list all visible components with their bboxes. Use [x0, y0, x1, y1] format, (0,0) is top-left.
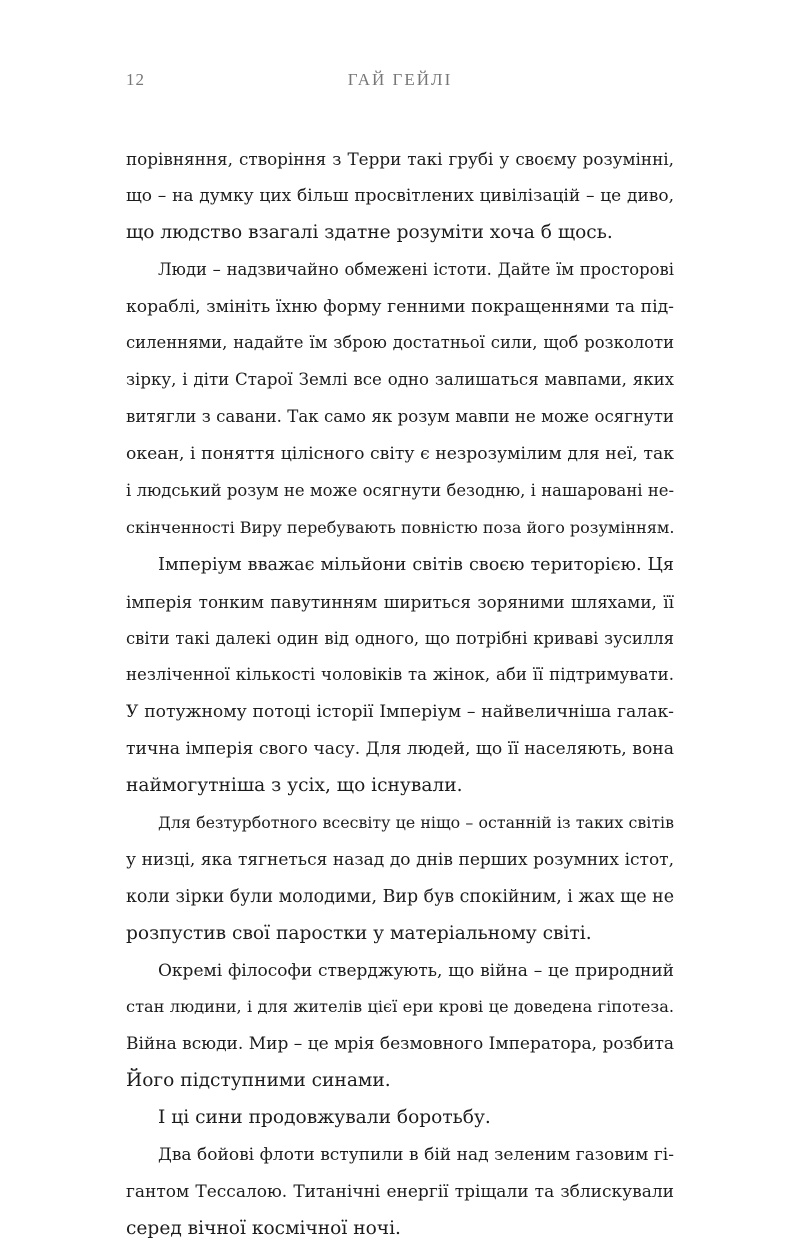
text-line: Імперіум вважає мільйони світів своєю територією. Ця	[158, 554, 674, 575]
text-line: світи такі далекі один від одного, що потрібні криваві зусилля	[126, 628, 674, 648]
text-line: тична імперія свого часу. Для людей, що її населяють, вона	[126, 739, 674, 760]
text-line: У потужному потоці історії Імперіум – найвеличніша галак-	[126, 702, 674, 723]
text-line: порівняння, створіння з Терри такі грубі у своєму розумінні,	[126, 149, 674, 169]
text-line: гантом Тессалою. Титанічні енергії тріщали та зблискували	[126, 1181, 674, 1202]
text-line: І ці сини продовжували боротьбу.	[158, 1107, 491, 1129]
text-line: Люди – надзвичайно обмежені істоти. Дайте їм просторові	[158, 259, 674, 279]
text-line: у низці, яка тягнеться назад до днів перших розумних істот,	[126, 849, 674, 870]
text-line: що людство взагалі здатне розуміти хоча б щось.	[126, 221, 613, 243]
text-line: імперія тонким павутинням шириться зоряними шляхами, її	[126, 591, 674, 612]
text-line: Для безтурботного всесвіту це ніщо – останній із таких світів	[158, 813, 674, 833]
text-line: Його підступними синами.	[126, 1070, 391, 1092]
text-line: витягли з савани. Так само як розум мавпи не може осягнути	[126, 407, 674, 427]
text-line: коли зірки були молодими, Вир був спокійним, і жах ще не	[126, 886, 674, 907]
body-text	[126, 141, 674, 1248]
running-head: ГАЙ ГЕЙЛІ	[347, 70, 453, 89]
text-line: наймогутніша з усіх, що існували.	[126, 775, 463, 797]
text-line: розпустив свої паростки у матеріальному світі.	[126, 922, 592, 944]
text-line: зірку, і діти Старої Землі все одно залишаться мавпами, яких	[126, 370, 674, 390]
text-line: серед вічної космічної ночі.	[126, 1217, 401, 1239]
text-line: незліченної кількості чоловіків та жінок, аби її підтримувати.	[126, 665, 674, 685]
text-line: Війна всюди. Мир – це мрія безмовного Імператора, розбита	[126, 1034, 674, 1055]
page-number: 12	[126, 70, 145, 89]
text-line: що – на думку цих більш просвітлених цивілізацій – це диво,	[126, 185, 674, 206]
page-header	[126, 70, 674, 94]
text-line: Окремі філософи стверджують, що війна – це природний	[158, 960, 674, 981]
text-line: Два бойові флоти вступили в бій над зеленим газовим гі-	[158, 1145, 674, 1166]
text-line: кораблі, змініть їхню форму генними покращеннями та під-	[126, 296, 674, 317]
text-line: стан людини, і для жителів цієї ери крові це доведена гіпотеза.	[126, 997, 674, 1017]
text-line: скінченності Виру перебувають повністю поза його розумінням.	[126, 517, 674, 537]
text-line: і людський розум не може осягнути безодню, і нашаровані не-	[126, 481, 674, 501]
text-line: силеннями, надайте їм зброю достатньої сили, щоб розколоти	[126, 333, 674, 353]
text-line: океан, і поняття цілісного світу є незрозумілим для неї, так	[126, 444, 674, 465]
